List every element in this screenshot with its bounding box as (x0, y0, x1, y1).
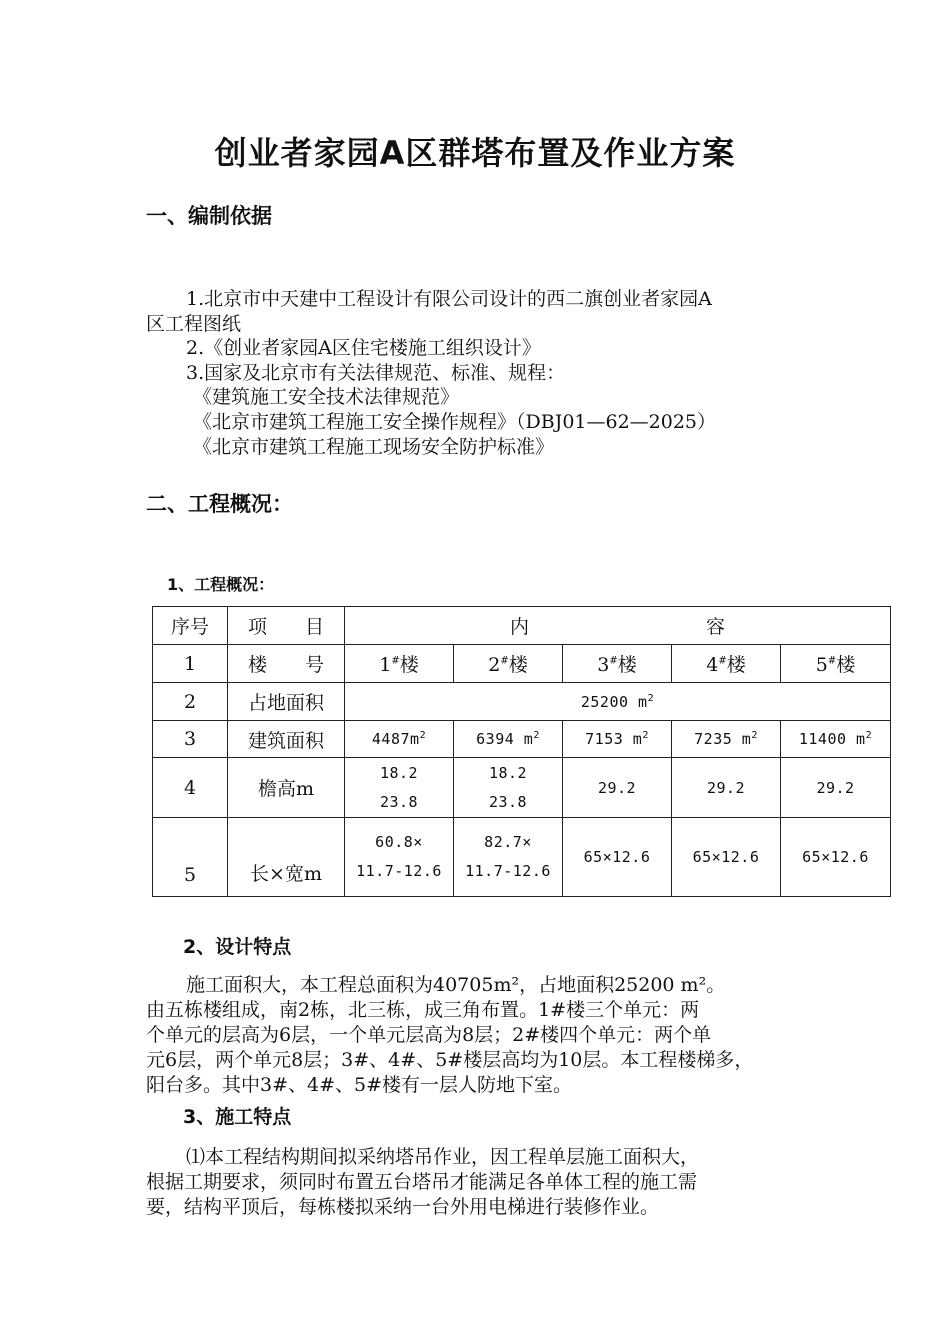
row-item: 檐高m (228, 758, 345, 818)
building-2: 2#楼 (454, 645, 563, 683)
section-heading-basis: 一、编制依据 (146, 204, 272, 228)
subheading-construction: 3、施工特点 (183, 1106, 292, 1128)
design-line-1: 施工面积大，本工程总面积为40705m²，占地面积25200 m²。 (186, 974, 726, 996)
table-row (153, 818, 891, 897)
floor-area-4: 7235 $m^2$ (672, 721, 781, 758)
overview-table (152, 606, 891, 897)
building-5: 5#楼 (781, 645, 891, 683)
building-3: 3#楼 (563, 645, 672, 683)
row-item: 长×宽m (228, 818, 345, 897)
construction-line-1: ⑴本工程结构期间拟采纳塔吊作业，因工程单层施工面积大， (186, 1146, 700, 1168)
basis-line-1-cont: 区工程图纸 (146, 313, 242, 335)
basis-line-1: 1.北京市中天建中工程设计有限公司设计的西二旗创业者家园A (186, 288, 712, 310)
header-content (345, 607, 891, 645)
dimensions-3: 65×12.6 (563, 818, 672, 897)
header-item: 项 目 (228, 607, 345, 645)
floor-area-1: $4487m^2$ (345, 721, 454, 758)
design-line-3: 个单元的层高为6层，一个单元层高为8层；2#楼四个单元：两个单 (146, 1024, 712, 1046)
eave-height-2: 18.2 23.8 (454, 758, 563, 818)
row-item: 建筑面积 (228, 721, 345, 758)
eave-height-4: 29.2 (672, 758, 781, 818)
eave-height-3: 29.2 (563, 758, 672, 818)
eave-height-5: 29.2 (781, 758, 891, 818)
eave-height-1: 18.2 23.8 (345, 758, 454, 818)
table-row (153, 645, 891, 683)
building-1: 1#楼 (345, 645, 454, 683)
row-item: 楼 号 (228, 645, 345, 683)
table-header-row (153, 607, 891, 645)
land-area-value: 25200 $m^2$ (345, 683, 891, 721)
document-title: 创业者家园A区群塔布置及作业方案 (214, 134, 736, 172)
header-content-a: 内 (509, 616, 529, 638)
table-row (153, 721, 891, 758)
section-heading-overview: 二、工程概况： (146, 492, 293, 516)
construction-line-2: 根据工期要求，须同时布置五台塔吊才能满足各单体工程的施工需 (146, 1171, 698, 1193)
design-line-4: 元6层，两个单元8层；3#、4#、5#楼层高均为10层。本工程楼梯多， (146, 1049, 754, 1071)
dimensions-5: 65×12.6 (781, 818, 891, 897)
header-content-b: 容 (706, 616, 726, 638)
floor-area-2: 6394 $m^2$ (454, 721, 563, 758)
dimensions-2: 82.7× 11.7-12.6 (454, 818, 563, 897)
floor-area-3: 7153 $m^2$ (563, 721, 672, 758)
row-no: 5 (153, 818, 228, 897)
dimensions-1: 60.8× 11.7-12.6 (345, 818, 454, 897)
row-no: 4 (153, 758, 228, 818)
basis-standard-2: 《北京市建筑工程施工安全操作规程》（DBJ01—62—2025） (193, 411, 717, 433)
table-row (153, 683, 891, 721)
basis-line-2: 2.《创业者家园A区住宅楼施工组织设计》 (186, 337, 541, 359)
basis-standard-1: 《建筑施工安全技术法律规范》 (193, 386, 460, 408)
subheading-design: 2、设计特点 (183, 936, 292, 958)
basis-standard-3: 《北京市建筑工程施工现场安全防护标准》 (193, 436, 555, 458)
row-no: 3 (153, 721, 228, 758)
construction-line-3: 要，结构平顶后，每栋楼拟采纳一台外用电梯进行装修作业。 (146, 1196, 660, 1218)
row-no: 1 (153, 645, 228, 683)
floor-area-5: 11400 $m^2$ (781, 721, 891, 758)
basis-line-3: 3.国家及北京市有关法律规范、标准、规程： (186, 362, 566, 384)
table-row (153, 758, 891, 818)
row-item: 占地面积 (228, 683, 345, 721)
design-line-5: 阳台多。其中3#、4#、5#楼有一层人防地下室。 (146, 1074, 573, 1096)
header-no: 序号 (153, 607, 228, 645)
design-line-2: 由五栋楼组成，南2栋，北三栋，成三角布置。1#楼三个单元：两 (146, 999, 700, 1021)
building-4: 4#楼 (672, 645, 781, 683)
dimensions-4: 65×12.6 (672, 818, 781, 897)
subheading-overview: 1、工程概况： (167, 575, 275, 594)
row-no: 2 (153, 683, 228, 721)
